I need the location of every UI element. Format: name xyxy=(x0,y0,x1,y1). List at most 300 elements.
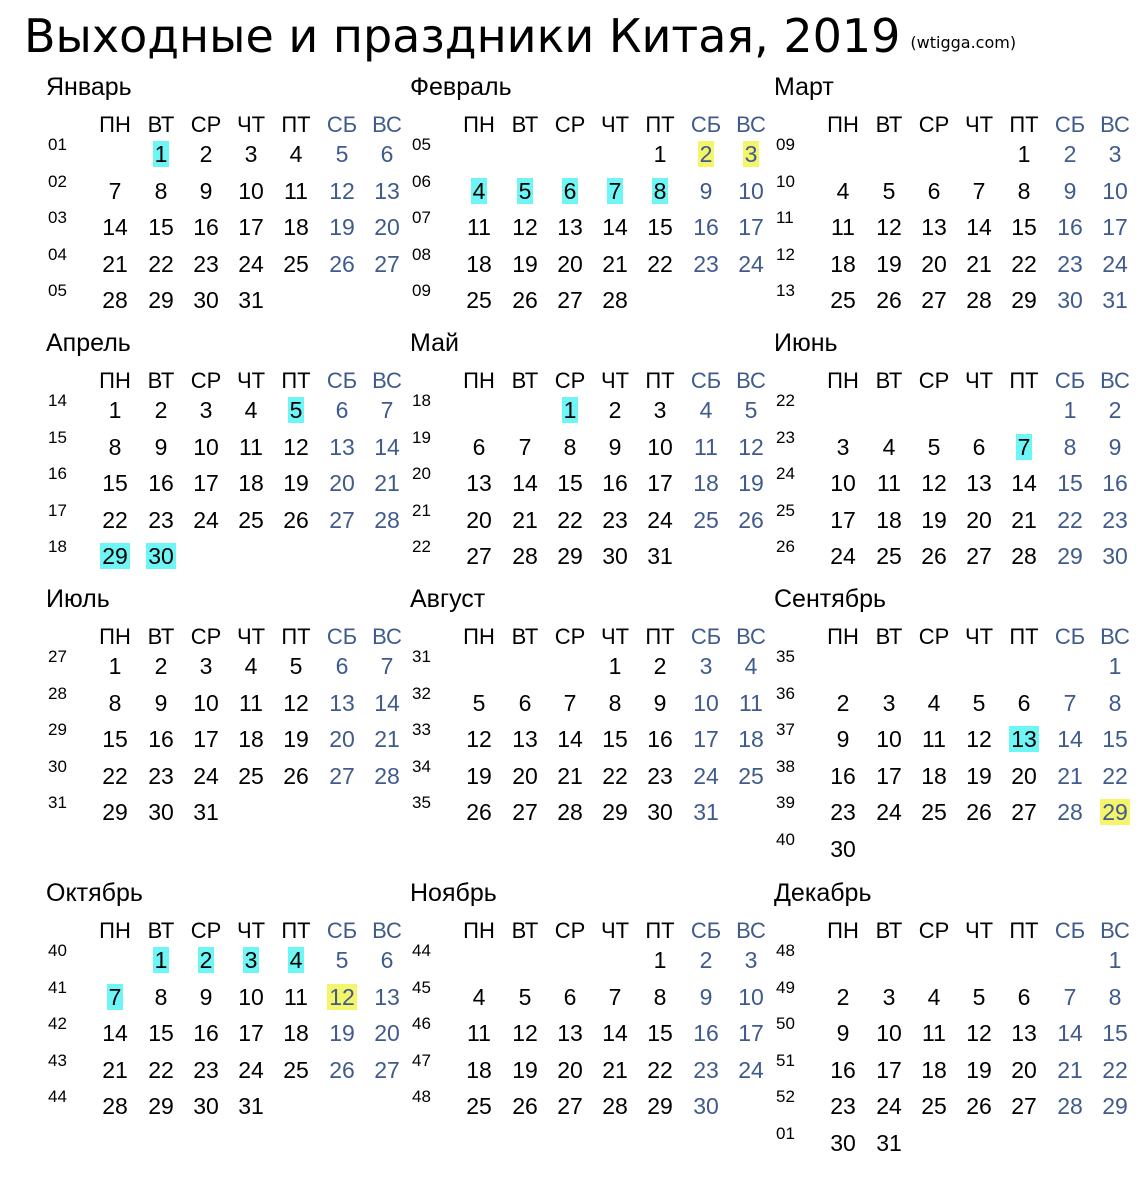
day-number: 15 xyxy=(148,214,174,240)
week-number: 18 xyxy=(48,537,67,556)
day-number: 26 xyxy=(876,287,902,313)
day-number: 21 xyxy=(374,726,400,752)
day-number: 19 xyxy=(329,1020,355,1046)
day-cell xyxy=(867,1018,911,1048)
day-number: 3 xyxy=(744,947,758,973)
week-number: 02 xyxy=(48,171,67,191)
day-cell xyxy=(320,176,364,206)
day-cell xyxy=(593,541,637,571)
weekday-header: СР xyxy=(190,368,222,393)
day-cell xyxy=(729,1055,773,1085)
day-number: 30 xyxy=(148,799,174,825)
day-number: 2 xyxy=(1063,141,1077,167)
day-number: 11 xyxy=(922,1020,946,1046)
day-number: 15 xyxy=(102,726,128,752)
weekday-header: ВТ xyxy=(147,624,175,649)
day-number: 14 xyxy=(602,1020,628,1046)
day-cell xyxy=(503,432,547,462)
weekday-header: ПН xyxy=(99,112,131,137)
day-number: 1 xyxy=(563,397,577,423)
day-cell xyxy=(912,541,956,571)
day-number: 8 xyxy=(608,689,622,716)
day-cell xyxy=(139,1018,183,1048)
day-number: 2 xyxy=(154,653,168,679)
day-cell xyxy=(548,982,592,1012)
day-number: 7 xyxy=(380,653,394,679)
day-cell xyxy=(957,432,1001,462)
weekday-header: ЧТ xyxy=(600,112,630,137)
day-number: 7 xyxy=(563,689,577,716)
day-cell xyxy=(320,468,364,498)
weekday-header: СР xyxy=(918,112,950,137)
weekday-header: ПТ xyxy=(645,368,675,393)
month-name: Июль xyxy=(46,585,110,613)
day-cell xyxy=(320,982,364,1012)
day-number: 22 xyxy=(148,1056,174,1083)
week-number: 24 xyxy=(776,464,795,483)
day-cell xyxy=(229,212,273,242)
day-number: 17 xyxy=(238,214,264,240)
day-cell xyxy=(139,249,183,279)
day-number: 20 xyxy=(374,1020,400,1046)
day-number: 22 xyxy=(557,506,583,533)
day-number: 22 xyxy=(1102,1056,1128,1083)
day-number: 15 xyxy=(1011,214,1037,240)
day-cell xyxy=(957,797,1001,827)
day-cell xyxy=(821,432,865,462)
day-number: 27 xyxy=(374,1056,400,1083)
day-number: 19 xyxy=(921,506,947,533)
day-number: 10 xyxy=(738,983,764,1010)
day-number: 16 xyxy=(193,214,219,240)
day-cell xyxy=(821,1055,865,1085)
day-cell xyxy=(867,176,911,206)
day-cell xyxy=(684,761,728,791)
day-number: 2 xyxy=(699,141,713,167)
day-cell xyxy=(457,505,501,535)
day-number: 2 xyxy=(836,983,850,1010)
weekday-header: ЧТ xyxy=(600,918,630,943)
day-cell xyxy=(1048,688,1092,718)
day-number: 18 xyxy=(283,214,309,240)
day-number: 3 xyxy=(699,653,713,679)
day-cell xyxy=(365,688,409,718)
day-number: 29 xyxy=(102,543,128,569)
weekday-header: ВС xyxy=(736,112,766,137)
week-number: 13 xyxy=(776,281,795,300)
day-cell xyxy=(274,249,318,279)
day-number: 26 xyxy=(283,506,309,533)
day-number: 10 xyxy=(876,1020,902,1046)
day-number: 27 xyxy=(557,287,583,313)
day-number: 17 xyxy=(830,506,856,533)
day-number: 3 xyxy=(199,397,213,423)
day-cell xyxy=(548,176,592,206)
day-number: 12 xyxy=(921,470,947,496)
day-number: 23 xyxy=(1102,506,1128,533)
day-number: 2 xyxy=(836,689,850,716)
day-cell xyxy=(548,432,592,462)
day-number: 13 xyxy=(329,433,355,460)
day-cell xyxy=(593,651,637,681)
week-number: 05 xyxy=(412,135,431,154)
day-cell xyxy=(638,139,682,169)
week-number: 01 xyxy=(48,135,67,154)
day-cell xyxy=(1048,1091,1092,1121)
day-cell xyxy=(93,505,137,535)
day-cell xyxy=(638,395,682,425)
day-cell xyxy=(684,432,728,462)
day-number: 20 xyxy=(921,250,947,277)
day-number: 30 xyxy=(647,799,673,825)
weekday-header: ПН xyxy=(99,918,131,943)
day-cell xyxy=(638,982,682,1012)
day-number: 9 xyxy=(1063,177,1077,204)
day-number: 8 xyxy=(1017,177,1031,204)
day-cell xyxy=(1093,797,1137,827)
day-number: 14 xyxy=(102,214,128,240)
day-cell xyxy=(548,724,592,754)
week-number: 07 xyxy=(412,208,431,227)
day-cell xyxy=(457,1091,501,1121)
day-number: 23 xyxy=(193,250,219,277)
day-cell xyxy=(274,761,318,791)
day-cell xyxy=(184,724,228,754)
day-number: 23 xyxy=(693,250,719,277)
day-cell xyxy=(139,651,183,681)
day-cell xyxy=(365,724,409,754)
day-number: 10 xyxy=(830,470,856,496)
day-number: 26 xyxy=(512,1093,538,1119)
day-cell xyxy=(274,651,318,681)
day-cell xyxy=(457,249,501,279)
day-number: 24 xyxy=(193,506,219,533)
weekday-header: ЧТ xyxy=(600,368,630,393)
weekday-header: ВТ xyxy=(511,918,539,943)
day-cell xyxy=(957,505,1001,535)
weekday-header: ВТ xyxy=(147,918,175,943)
day-number: 13 xyxy=(1011,726,1037,752)
week-number: 35 xyxy=(412,793,431,812)
weekday-header: ВТ xyxy=(147,112,175,137)
day-cell xyxy=(1093,505,1137,535)
day-number: 17 xyxy=(647,470,673,496)
day-cell xyxy=(93,724,137,754)
day-number: 7 xyxy=(608,177,622,204)
day-cell xyxy=(457,432,501,462)
day-number: 14 xyxy=(512,470,538,496)
day-number: 8 xyxy=(108,689,122,716)
day-cell xyxy=(729,176,773,206)
day-cell xyxy=(729,395,773,425)
day-number: 19 xyxy=(512,1056,538,1083)
day-number: 29 xyxy=(1102,1093,1128,1119)
day-number: 8 xyxy=(1108,983,1122,1010)
day-number: 1 xyxy=(108,653,122,679)
weekday-header: ВТ xyxy=(511,112,539,137)
day-cell xyxy=(867,541,911,571)
day-cell xyxy=(912,285,956,315)
day-cell xyxy=(1002,468,1046,498)
day-cell xyxy=(320,395,364,425)
day-number: 28 xyxy=(1011,543,1037,569)
week-number: 47 xyxy=(412,1050,431,1070)
day-number: 27 xyxy=(329,506,355,533)
day-cell xyxy=(912,176,956,206)
day-number: 15 xyxy=(647,1020,673,1046)
day-number: 20 xyxy=(557,250,583,277)
week-number: 11 xyxy=(776,208,794,227)
day-cell xyxy=(1048,249,1092,279)
day-cell xyxy=(867,1091,911,1121)
day-number: 9 xyxy=(154,689,168,716)
day-number: 4 xyxy=(836,177,850,204)
day-number: 18 xyxy=(238,470,264,496)
day-cell xyxy=(821,724,865,754)
day-cell xyxy=(503,505,547,535)
weekday-header: ПТ xyxy=(1009,918,1039,943)
day-cell xyxy=(1002,1018,1046,1048)
day-cell xyxy=(365,432,409,462)
weekday-header: ПН xyxy=(463,918,495,943)
day-cell xyxy=(867,1128,911,1158)
day-cell xyxy=(457,176,501,206)
day-cell xyxy=(1002,505,1046,535)
week-number: 43 xyxy=(48,1050,67,1070)
day-number: 19 xyxy=(329,214,355,240)
day-cell xyxy=(229,468,273,498)
weekday-header: ВС xyxy=(372,624,402,649)
weekday-header: ВС xyxy=(372,918,402,943)
week-number: 16 xyxy=(48,464,67,483)
day-cell xyxy=(457,688,501,718)
week-number: 45 xyxy=(412,977,431,997)
day-number: 7 xyxy=(380,397,394,423)
month-name: Декабрь xyxy=(774,879,872,907)
month-name: Апрель xyxy=(46,329,131,357)
day-number: 8 xyxy=(563,433,577,460)
day-number: 27 xyxy=(329,762,355,789)
day-cell xyxy=(503,797,547,827)
weekday-header: ВС xyxy=(1100,624,1130,649)
day-number: 13 xyxy=(557,214,583,240)
day-cell xyxy=(503,468,547,498)
day-number: 9 xyxy=(154,433,168,460)
day-number: 24 xyxy=(193,762,219,789)
day-cell xyxy=(638,1018,682,1048)
week-number: 17 xyxy=(48,500,67,520)
day-number: 4 xyxy=(289,141,303,167)
day-number: 5 xyxy=(518,177,532,204)
day-cell xyxy=(229,249,273,279)
day-number: 8 xyxy=(154,983,168,1010)
day-cell xyxy=(593,395,637,425)
day-cell xyxy=(593,761,637,791)
day-number: 6 xyxy=(335,653,349,679)
day-cell xyxy=(274,1055,318,1085)
day-cell xyxy=(1002,1055,1046,1085)
day-cell xyxy=(457,797,501,827)
day-cell xyxy=(821,834,865,864)
day-number: 18 xyxy=(876,506,902,533)
day-number: 22 xyxy=(602,762,628,789)
day-number: 22 xyxy=(1011,250,1037,277)
weekday-header: ЧТ xyxy=(964,368,994,393)
weekday-header: ВС xyxy=(736,368,766,393)
day-cell xyxy=(957,176,1001,206)
day-number: 22 xyxy=(1057,506,1083,533)
day-cell xyxy=(867,761,911,791)
day-number: 19 xyxy=(512,250,538,277)
day-number: 8 xyxy=(108,433,122,460)
day-cell xyxy=(503,724,547,754)
day-cell xyxy=(503,212,547,242)
day-cell xyxy=(320,651,364,681)
day-cell xyxy=(548,797,592,827)
day-number: 1 xyxy=(608,653,622,679)
day-number: 11 xyxy=(239,689,263,716)
week-number: 14 xyxy=(48,391,67,410)
day-cell xyxy=(503,541,547,571)
week-number: 26 xyxy=(776,537,795,556)
day-number: 21 xyxy=(102,250,128,277)
day-cell xyxy=(957,1055,1001,1085)
day-cell xyxy=(638,688,682,718)
day-cell xyxy=(957,212,1001,242)
day-number: 14 xyxy=(102,1020,128,1046)
day-cell xyxy=(729,651,773,681)
day-cell xyxy=(229,285,273,315)
day-cell xyxy=(139,176,183,206)
day-number: 5 xyxy=(882,177,896,204)
day-number: 5 xyxy=(972,689,986,716)
day-cell xyxy=(729,1018,773,1048)
day-cell xyxy=(729,432,773,462)
day-number: 7 xyxy=(108,177,122,204)
day-cell xyxy=(1048,505,1092,535)
weekday-header: СР xyxy=(190,112,222,137)
weekday-header: СР xyxy=(190,918,222,943)
day-cell xyxy=(1002,212,1046,242)
title-text: Выходные и праздники Китая, 2019 xyxy=(24,9,901,63)
day-number: 17 xyxy=(238,1020,264,1046)
day-cell xyxy=(320,761,364,791)
day-number: 21 xyxy=(966,250,992,277)
weekday-header: ПН xyxy=(827,918,859,943)
day-number: 17 xyxy=(738,1020,764,1046)
day-cell xyxy=(1093,982,1137,1012)
day-cell xyxy=(139,1055,183,1085)
day-number: 25 xyxy=(738,762,764,789)
weekday-header: ПТ xyxy=(645,624,675,649)
day-number: 6 xyxy=(563,177,577,204)
day-number: 22 xyxy=(148,250,174,277)
day-number: 21 xyxy=(602,250,628,277)
day-number: 24 xyxy=(876,1093,902,1119)
day-cell xyxy=(93,797,137,827)
day-number: 10 xyxy=(647,433,673,460)
weekday-header: ПТ xyxy=(645,918,675,943)
weekday-header: СБ xyxy=(690,624,722,649)
day-number: 23 xyxy=(193,1056,219,1083)
day-number: 29 xyxy=(1102,799,1128,825)
weekday-header: ПН xyxy=(827,112,859,137)
day-number: 4 xyxy=(699,397,713,423)
day-number: 10 xyxy=(238,983,264,1010)
day-cell xyxy=(957,249,1001,279)
day-number: 31 xyxy=(876,1129,902,1156)
day-cell xyxy=(638,432,682,462)
day-cell xyxy=(638,1055,682,1085)
day-number: 8 xyxy=(653,177,667,204)
day-cell xyxy=(229,176,273,206)
day-cell xyxy=(638,945,682,975)
day-number: 25 xyxy=(283,250,309,277)
weekday-header: ВС xyxy=(1100,918,1130,943)
day-cell xyxy=(548,1091,592,1121)
day-cell xyxy=(821,468,865,498)
day-cell xyxy=(1048,212,1092,242)
day-number: 28 xyxy=(374,506,400,533)
day-cell xyxy=(139,395,183,425)
weekday-header: ПТ xyxy=(1009,112,1039,137)
week-number: 30 xyxy=(48,756,67,776)
day-cell xyxy=(821,541,865,571)
day-cell xyxy=(229,1018,273,1048)
day-number: 19 xyxy=(966,1056,992,1083)
day-cell xyxy=(593,468,637,498)
day-cell xyxy=(184,761,228,791)
day-cell xyxy=(684,1018,728,1048)
day-number: 31 xyxy=(1102,287,1128,313)
day-number: 5 xyxy=(472,689,486,716)
day-cell xyxy=(365,761,409,791)
day-number: 15 xyxy=(148,1020,174,1046)
weekday-header: ПТ xyxy=(1009,368,1039,393)
day-number: 13 xyxy=(512,726,538,752)
day-cell xyxy=(912,249,956,279)
weekday-header: ВТ xyxy=(147,368,175,393)
day-cell xyxy=(93,468,137,498)
day-cell xyxy=(503,1055,547,1085)
day-cell xyxy=(457,1018,501,1048)
day-number: 2 xyxy=(199,141,213,167)
day-number: 15 xyxy=(1057,470,1083,496)
day-number: 24 xyxy=(1102,250,1128,277)
day-cell xyxy=(957,1018,1001,1048)
day-cell xyxy=(548,212,592,242)
day-cell xyxy=(729,982,773,1012)
day-cell xyxy=(593,176,637,206)
day-number: 17 xyxy=(193,726,219,752)
day-number: 24 xyxy=(693,762,719,789)
month-name: Сентябрь xyxy=(774,585,886,613)
day-cell xyxy=(1093,651,1137,681)
day-cell xyxy=(365,468,409,498)
day-cell xyxy=(184,797,228,827)
week-number: 33 xyxy=(412,720,431,739)
day-number: 24 xyxy=(647,506,673,533)
day-number: 7 xyxy=(1063,689,1077,716)
weekday-header: ВС xyxy=(736,918,766,943)
day-number: 16 xyxy=(830,1056,856,1083)
day-cell xyxy=(957,468,1001,498)
day-number: 31 xyxy=(238,1093,264,1119)
day-cell xyxy=(1093,761,1137,791)
day-number: 7 xyxy=(1063,983,1077,1010)
day-number: 12 xyxy=(283,689,309,716)
day-cell xyxy=(274,468,318,498)
